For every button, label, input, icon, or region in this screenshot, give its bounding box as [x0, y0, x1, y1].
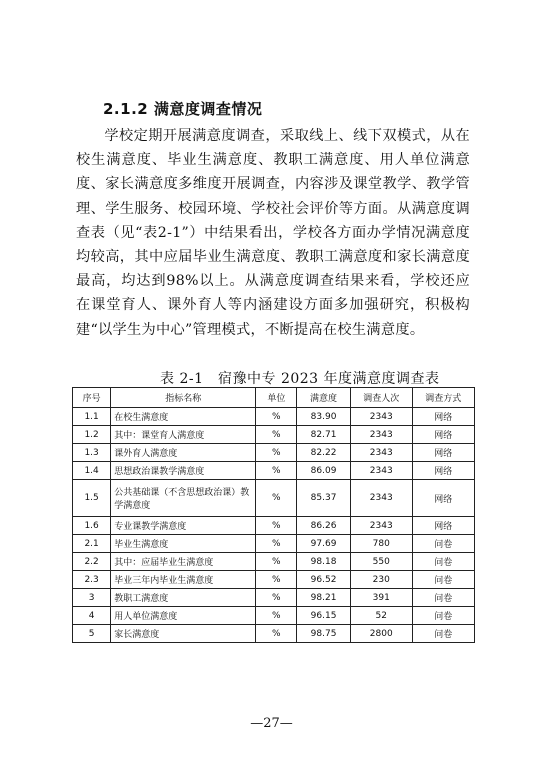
- survey-count-cell: 780: [350, 535, 412, 553]
- survey-method-cell: 网络: [412, 444, 474, 462]
- indicator-name-cell: 在校生满意度: [111, 408, 256, 426]
- row-number-cell: 2.1: [73, 535, 111, 553]
- survey-count-cell: 2343: [350, 426, 412, 444]
- header-cell-satisfaction: 满意度: [297, 388, 351, 408]
- header-row: [73, 388, 475, 408]
- survey-method-cell: 问卷: [412, 589, 474, 607]
- unit-cell: %: [256, 553, 297, 571]
- unit-cell: %: [256, 607, 297, 625]
- satisfaction-table: [72, 387, 475, 643]
- unit-cell: %: [256, 480, 297, 517]
- row-number-cell: 3: [73, 589, 111, 607]
- row-number-cell: 1.6: [73, 517, 111, 535]
- row-number-cell: 1.4: [73, 462, 111, 480]
- table-row: [73, 571, 475, 589]
- indicator-name-cell: 用人单位满意度: [111, 607, 256, 625]
- table-row: [73, 625, 475, 643]
- indicator-name-cell: 教职工满意度: [111, 589, 256, 607]
- header-cell-method: 调查方式: [412, 388, 474, 408]
- satisfaction-value-cell: 97.69: [297, 535, 351, 553]
- unit-cell: %: [256, 535, 297, 553]
- satisfaction-value-cell: 86.26: [297, 517, 351, 535]
- page-number: —27—: [250, 716, 293, 731]
- survey-count-cell: 550: [350, 553, 412, 571]
- section-heading: 2.1.2 满意度调查情况: [103, 100, 263, 118]
- survey-count-cell: 2343: [350, 462, 412, 480]
- survey-method-cell: 问卷: [412, 571, 474, 589]
- header-cell-unit: 单位: [256, 388, 297, 408]
- row-number-cell: 1.5: [73, 480, 111, 517]
- table-row: [73, 535, 475, 553]
- indicator-name-cell: 思想政治课教学满意度: [111, 462, 256, 480]
- survey-method-cell: 问卷: [412, 535, 474, 553]
- satisfaction-value-cell: 82.71: [297, 426, 351, 444]
- table-body: [73, 408, 475, 643]
- indicator-name-cell: 课外育人满意度: [111, 444, 256, 462]
- survey-count-cell: 230: [350, 571, 412, 589]
- satisfaction-value-cell: 96.15: [297, 607, 351, 625]
- survey-method-cell: 网络: [412, 517, 474, 535]
- unit-cell: %: [256, 408, 297, 426]
- survey-count-cell: 2800: [350, 625, 412, 643]
- survey-method-cell: 网络: [412, 462, 474, 480]
- survey-count-cell: 391: [350, 589, 412, 607]
- row-number-cell: 5: [73, 625, 111, 643]
- survey-method-cell: 网络: [412, 480, 474, 517]
- header-cell-count: 调查人次: [350, 388, 412, 408]
- survey-method-cell: 网络: [412, 426, 474, 444]
- survey-method-cell: 问卷: [412, 553, 474, 571]
- survey-count-cell: 2343: [350, 517, 412, 535]
- satisfaction-value-cell: 98.75: [297, 625, 351, 643]
- table-row: [73, 426, 475, 444]
- table-row: [73, 408, 475, 426]
- unit-cell: %: [256, 571, 297, 589]
- satisfaction-value-cell: 98.18: [297, 553, 351, 571]
- satisfaction-value-cell: 86.09: [297, 462, 351, 480]
- satisfaction-value-cell: 98.21: [297, 589, 351, 607]
- survey-method-cell: 网络: [412, 408, 474, 426]
- survey-count-cell: 2343: [350, 480, 412, 517]
- unit-cell: %: [256, 462, 297, 480]
- table-row: [73, 517, 475, 535]
- table-row: [73, 480, 475, 517]
- unit-cell: %: [256, 589, 297, 607]
- indicator-name-cell: 毕业三年内毕业生满意度: [111, 571, 256, 589]
- unit-cell: %: [256, 426, 297, 444]
- survey-method-cell: 问卷: [412, 625, 474, 643]
- body-paragraph: 学校定期开展满意度调查，采取线上、线下双模式，从在校生满意度、毕业生满意度、教职工满意度、用人单位满意度、家长满意度多维度开展调查，内容涉及课堂教学、教学管理、学生服务、校园环境、学校社会评价等方面。从满意度调查表（见“表2-1”）中结果看出，学校各方面办学情况满意度均较高，其中应届毕业生满意度、教职工满意度和家长满意度最高，均达到98%以上。从满意度调查结果来看，学校还应在课堂育人、课外育人等内涵建设方面多加强研究，积极构建“以学生为中心”管理模式，不断提高在校生满意度。: [76, 128, 470, 338]
- satisfaction-value-cell: 82.22: [297, 444, 351, 462]
- row-number-cell: 2.3: [73, 571, 111, 589]
- table-row: [73, 444, 475, 462]
- table-row: [73, 589, 475, 607]
- survey-count-cell: 2343: [350, 444, 412, 462]
- indicator-name-cell: 公共基础课（不含思想政治课）教学满意度: [111, 480, 256, 517]
- indicator-name-cell: 其中：应届毕业生满意度: [111, 553, 256, 571]
- satisfaction-value-cell: 85.37: [297, 480, 351, 517]
- unit-cell: %: [256, 444, 297, 462]
- table-row: [73, 607, 475, 625]
- survey-method-cell: 问卷: [412, 607, 474, 625]
- unit-cell: %: [256, 517, 297, 535]
- indicator-name-cell: 家长满意度: [111, 625, 256, 643]
- table-caption: 表 2-1 宿豫中专 2023 年度满意度调查表: [160, 371, 440, 387]
- table-row: [73, 462, 475, 480]
- table-header: [73, 388, 475, 408]
- row-number-cell: 1.2: [73, 426, 111, 444]
- indicator-name-cell: 专业课教学满意度: [111, 517, 256, 535]
- survey-count-cell: 2343: [350, 408, 412, 426]
- satisfaction-value-cell: 96.52: [297, 571, 351, 589]
- indicator-name-cell: 其中：课堂育人满意度: [111, 426, 256, 444]
- table-row: [73, 553, 475, 571]
- indicator-name-cell: 毕业生满意度: [111, 535, 256, 553]
- header-cell-indicator: 指标名称: [111, 388, 256, 408]
- row-number-cell: 1.1: [73, 408, 111, 426]
- header-cell-no: 序号: [73, 388, 111, 408]
- survey-count-cell: 52: [350, 607, 412, 625]
- satisfaction-value-cell: 83.90: [297, 408, 351, 426]
- row-number-cell: 1.3: [73, 444, 111, 462]
- row-number-cell: 4: [73, 607, 111, 625]
- row-number-cell: 2.2: [73, 553, 111, 571]
- unit-cell: %: [256, 625, 297, 643]
